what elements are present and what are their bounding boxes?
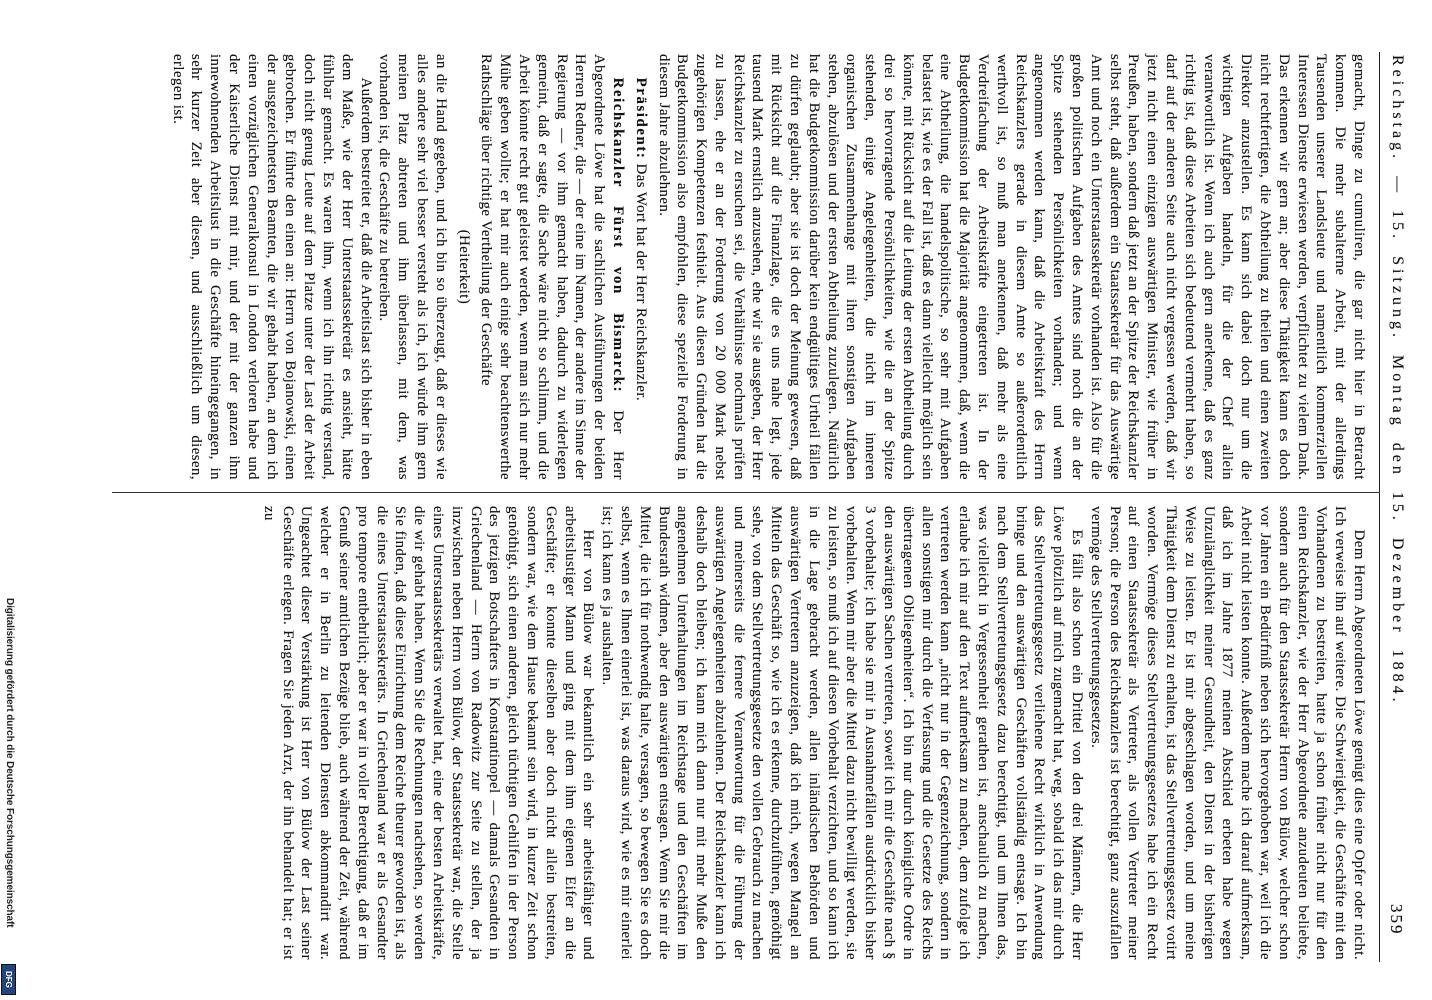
right-column — [259, 506, 1368, 960]
interjection: (Heiterkeit) — [455, 229, 472, 305]
dfg-logo: DFG — [1, 964, 16, 995]
header-rule — [1379, 52, 1380, 962]
speech-text: Das Wort hat der Herr Reichskanzler. — [632, 163, 649, 402]
running-header-title: Reichstag. — 15. Sitzung. Montag den 15. Dezember 1884. — [1389, 55, 1406, 706]
speaker-name: Reichskanzler Fürst von Bismarck: — [609, 77, 626, 394]
text-paragraph: Es fällt also schon ein Drittel von den drei Männern, die Herr Löwe plötzlich auf mich zugemacht hat, weg, sobald ich das mir durch das Stellvertretungsgesetz verliehene Recht wirklich in Anwendung bringe und den auswärtigen Geschäften vollständig entsage. Ich bin nach dem Stellvertretungsgesetz dazu berechtigt, und um Ihnen das, was vielleicht in Vergessenheit gerathen ist, anschaulich zu machen, erlaube ich mir auf den Text aufmerksam zu machen, dem zufolge ich vertreten werden kann „nicht nur in der Gegenzeichnung, sondern in allen sonstigen mir durch die Verfassung und die Gesetze des Reichs übertragenen Obliegenheiten“. Ich bin nur durch königliche Ordre in den auswärtigen Sachen vertreten, soweit ich mir die Geschäfte nach § 3 vorbehalte; ich habe sie mir in Ausnahmefällen ausdrücklich bisher vorbehalten. Wenn mir aber die Mittel dazu nicht bewilligt werden, sie zu leisten, so muß ich auf diesen Vorbehalt verzichten, und so kann ich in die Lage gebracht werden, allen inländischen Behörden und auswärtigen Vertretern anzuzeigen, daß ich mich, wegen Mangel an Mitteln das Geschäft so, wie ich es erkenne, durchzuführen, genöthigt sehe, von dem Stellvertretungsgesetze den vollen Gebrauch zu machen und meinerseits die fernere Verantwortung für die Führung der auswärtigen Angelegenheiten abzulehnen. Der Reichskanzler kann ich deshalb doch bleiben; ich kann mich dann nur mit mehr Muße den angenehmen Unterhaltungen im Reichstage und den Geschäften im Bundesrath widmen, aber den auswärtigen entsagen. Wenn Sie mir die Mittel, die ich für nothwendig halte, versagen, so bewegen Sie es doch selbst, wenn es Ihnen einerlei ist, was daraus wird, wie es mir einerlei ist; ich kann es ja aushalten. — [599, 506, 1086, 960]
speech-paragraph — [477, 54, 627, 480]
document-page — [105, 52, 1410, 962]
left-column — [168, 54, 1368, 480]
speech-paragraph — [631, 54, 650, 480]
speech-text: Der Herr Abgeordnete Löwe hat die sachlichen Ausführungen der beiden Herren Redner, die — der eine im Namen, der andere im Sinne der Regierung — vor ihm gemacht haben, dadurch zu widerlegen gemeint, daß er sagte, die Sache wäre nicht so schlimm, und die Arbeit könnte recht gut geleistet werden, wenn man sich nur mehr Mühe geben wollte; er hat mir auch einige sehr beachtenswerthe Rathschläge über richtige Vertheilung der Geschäfte — [478, 54, 626, 480]
text-paragraph: Herr von Bülow war bekanntlich ein sehr arbeitsfähiger und arbeitslustiger Mann und ging mit dem ihm eigenen Eifer an die Geschäfte; er konnte dieselben aber doch nicht allein bestreiten, sondern war, wie dem Hause bekannt sein wird, in kurzer Zeit schon genöthigt, sich einen anderen, gleich tüchtigen Gehilfen in der Person des jetzigen Botschafters in Konstantinopel — damals Gesandten in Griechenland — Herrn von Radowitz zur Seite zu stellen, der ja inzwischen neben Herrn von Bülow, der Staatssekretär war, die Stelle eines Unterstaatssekretärs verwaltet hat, eine der besten Arbeitskräfte, die wir gehabt haben. Wenn Sie die Rechnungen nachsehen, so werden Sie finden, daß diese Einrichtung dem Reiche theurer geworden ist, als die eines Unterstaatssekretärs. In Griechenland war er als Gesandter pro tempore entbehrlich; aber er war in voller Berechtigung, daß er im Genuß seiner amtlichen Bezüge blieb, auch während der Zeit, während welcher er in Berlin zu leitenden Diensten abkommandirt war. Ungeachtet dieser Verstärkung ist Herr von Bülow der Last seiner Geschäfte erlegen. Fragen Sie jeden Arzt, der ihn behandelt hat; er ist zu — [260, 506, 597, 960]
page-number: 359 — [1387, 904, 1406, 936]
text-paragraph: gemacht, Dinge zu cumuliren, die gar nicht hier in Betracht kommen. Die mehr subalterne Arbeit, mit der allerdings Tausenden unserer Landsleute und namentlich kommerziellen Interessen Dienste erwiesen werden, verpflichtet zu vielem Dank. Das erkennen wir gern an; aber diese Thätigkeit kann es doch nicht rechtfertigen, die Abtheilung zu theilen und einen zweiten Direktor anzustellen. Es kann sich dabei doch nur um die wichtigen Aufgaben handeln, für die der Chef allein verantwortlich ist. Wenn ich auch gern anerkenne, daß es ganz richtig ist, daß diese Arbeiten sich bedeutend vermehrt haben, so darf auf der anderen Seite auch nicht vergessen werden, daß wir jetzt nicht einen einzigen auswärtigen Minister, wie früher in Preußen, haben, sondern daß jetzt an der Spitze der Reichskanzler selbst steht, daß außerdem ein Staatssekretär für das Auswärtige Amt und noch ein Unterstaatssekretär vorhanden ist. Also für die großen politischen Aufgaben des Amtes sind noch die an der Spitze stehenden Persönlichkeiten vorhanden; und wenn angenommen werden kann, daß die Arbeitskraft des Herrn Reichskanzlers gerade in diesem Amte so außerordentlich werthvoll ist, so muß man anerkennen, daß mehr als eine Verdreifachung der Arbeitskräfte eingetreten ist. In der Budgetkommission hat die Majorität angenommen, daß, wenn die eine Abtheilung, die handelspolitische, so sehr mit Aufgaben belastet ist, wie es der Fall ist, daß es dann vielleicht möglich sein könnte, mit Rücksicht auf die Leitung der ersten Abtheilung durch drei so hervorragende Persönlichkeiten, wie die an der Spitze stehenden, einige Angelegenheiten, die nicht im inneren organischen Zusammenhange mit ihren sonstigen Aufgaben stehen, abzulösen und der ersten Abtheilung zuzulegen. Natürlich hat die Budgetkommission darüber kein endgültiges Urtheil fällen zu dürfen geglaubt; aber sie ist doch der Meinung gewesen, daß mit Rücksicht auf die Finanzlage, die es uns nahe legt, jede tausend Mark ernstlich anzusehen, ehe wir sie ausgeben, der Herr Reichskanzler zu ersuchen sei, die Verhältnisse nochmals prüfen zu lassen, ehe er an der Forderung von 20 000 Mark nebst zugehörigen Kompetenzen festhielt. Aus diesen Gründen hat die Budgetkommission also empfohlen, diese spezielle Forderung in diesem Jahre abzulehnen. — [655, 54, 1367, 480]
digitization-credit: Digitalisierung gefördert durch die Deutsche Forschungsgemeinschaft — [4, 598, 15, 928]
text-paragraph: Dem Herrn Abgeordneten Löwe genügt dies eine Opfer oder nicht. Ich verweise ihn auf weitere. Die Schwierigkeit, die Geschäfte mit den Vorhandenen zu bestreiten, hatte ja schon früher nicht nur für den einen Reichskanzler, wie der Herr Abgeordnete anzudeuten beliebte, sondern auch für den Staatssekretär Herrn von Bülow, welcher schon vor Jahren ein Bedürfniß neben sich hervorgehoben war, weil ich die Arbeit nicht leisten konnte. Außerdem mache ich darauf aufmerksam, daß ich im Jahre 1877 meinen Abschied erbeten habe wegen Unzulänglichkeit meiner Gesundheit, den Dienst in der bisherigen Weise zu leisten. Er ist mir abgeschlagen worden, und um meine Thätigkeit dem Dienst zu erhalten, ist das Stellvertretungsgesetz votirt worden. Vermöge dieses Stellvertretungsgesetzes habe ich ein Recht auf einen Staatssekretär als Vertreter, als vollen Vertreter meiner Person; die Person des Reichskanzlers ist berechtigt, ganz auszufallen vermöge des Stellvertretungsgesetzes. — [1087, 506, 1367, 960]
column-divider — [112, 492, 1380, 493]
speaker-name: Präsident: — [632, 77, 649, 160]
text-paragraph: Außerdem bestreitet er, daß die Arbeitslast sich bisher in eben dem Maße, wie der Herr Unterstaatssekretär es ansieht, hätte fühlbar gemacht. Es waren ihm, wenn ich ihn richtig verstand, doch nicht genug Leute auf dem Platze unter der Last der Arbeit gebrochen. Er führte den einen an: Herrn von Bojanowski, einen der ausgezeichnetsten Beamten, die wir gehabt haben, an dem ich einen vorzüglichen Generalkonsul in London verloren habe und der Kaiserliche Dienst mit mir, und der mit der ganzen ihm innewohnenden Arbeitslust in die Geschäfte hineingegangen, in sehr kurzer Zeit aber diesen, und ausschließlich um diesen, erlegen ist. — [169, 54, 374, 480]
text-paragraph: an die Hand gegeben, und ich bin so überzeugt, daß er dieses wie alles andere sehr viel besser versteht als ich, ich würde ihm gern meinen Platz abtreten und ihm überlassen, mit dem, was vorhanden ist, die Geschäfte zu betreiben. — [376, 54, 449, 480]
